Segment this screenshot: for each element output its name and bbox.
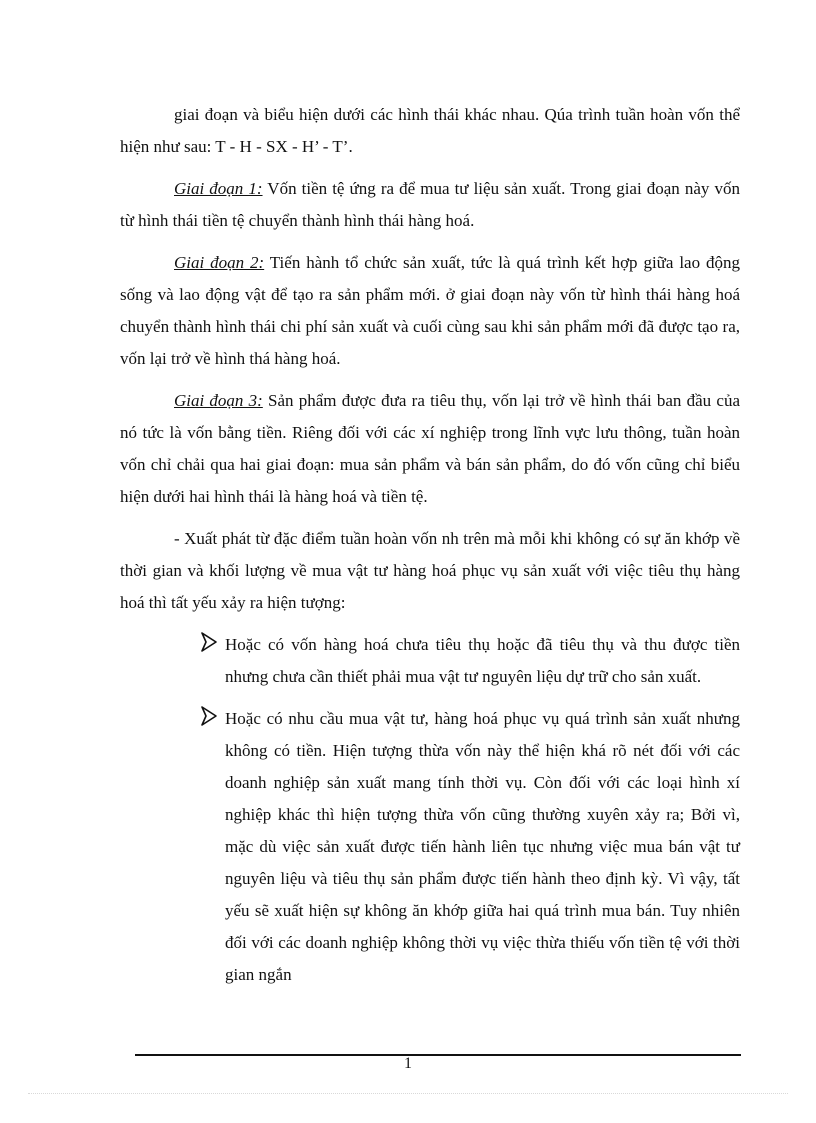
paragraph [120,523,740,619]
paragraph-text: Sản phẩm được đưa ra tiêu thụ, vốn lại trở về hình thái ban đầu của nó tức là vốn bằng tiền. Riêng đối với các xí nghiệp trong lĩnh vực lưu thông, tuần hoàn vốn chỉ chải qua hai giai đoạn: mua sản phẩm và bán sản phẩm, do đó vốn cũng chỉ biểu hiện dưới hai hình thái là hàng hoá và tiền tệ. [120,391,740,506]
stage-label: Giai đoạn 2: [174,253,265,272]
paragraph-text: - Xuất phát từ đặc điểm tuần hoàn vốn nh trên mà mỗi khi không có sự ăn khớp về thời gian và khối lượng về mua vật tư hàng hoá phục vụ sản xuất với việc tiêu thụ hàng hoá thì tất yếu xảy ra hiện tượng: [120,529,740,612]
bullet-list [120,629,740,991]
paragraph-text: giai đoạn và biểu hiện dưới các hình thái khác nhau. Qúa trình tuần hoàn vốn thể hiện như sau: T - H - SX - H’ - T’. [120,105,740,156]
stage-label: Giai đoạn 3: [174,391,263,410]
paragraph [120,247,740,375]
list-item-text: Hoặc có vốn hàng hoá chưa tiêu thụ hoặc đã tiêu thụ và thu được tiền nhưng chưa cần thiết phải mua vật tư nguyên liệu dự trữ cho sản xuất. [225,635,740,686]
list-item [120,703,740,991]
arrowhead-bullet-icon [200,631,218,653]
paragraph-text: Tiến hành tổ chức sản xuất, tức là quá trình kết hợp giữa lao động sống và lao động vật để tạo ra sản phẩm mới. ở giai đoạn này vốn từ hình thái hàng hoá chuyển thành hình thái chi phí sản xuất và cuối cùng sau khi sản phẩm mới đã được tạo ra, vốn lại trở về hình thá hàng hoá. [120,253,740,368]
arrowhead-bullet-icon [200,705,218,727]
page-number: 1 [404,1055,412,1072]
list-item [120,629,740,693]
paragraph [120,99,740,163]
paragraph-text: Vốn tiền tệ ứng ra để mua tư liệu sản xuất. Trong giai đoạn này vốn từ hình thái tiền tệ chuyển thành hình thái hàng hoá. [120,179,740,230]
paragraph [120,173,740,237]
list-item-text: Hoặc có nhu cầu mua vật tư, hàng hoá phục vụ quá trình sản xuất nhưng không có tiền. Hiện tượng thừa vốn này thể hiện khá rõ nét đối với các doanh nghiệp sản xuất mang tính thời vụ. Còn đối với các loại hình xí nghiệp khác thì hiện tượng thừa vốn cũng thường xuyên xảy ra; Bởi vì, mặc dù việc sản xuất được tiến hành liên tục nhưng việc mua bán vật tư nguyên liệu và tiêu thụ sản phẩm được tiến hành theo định kỳ. Vì vậy, tất yếu sẽ xuất hiện sự không ăn khớp giữa hai quá trình mua bán. Tuy nhiên đối với các doanh nghiệp không thời vụ việc thừa thiếu vốn tiền tệ với thời gian ngắn [225,709,740,984]
page-boundary-line [28,1093,788,1094]
body-text [120,99,740,1001]
stage-label: Giai đoạn 1: [174,179,263,198]
paragraph [120,385,740,513]
